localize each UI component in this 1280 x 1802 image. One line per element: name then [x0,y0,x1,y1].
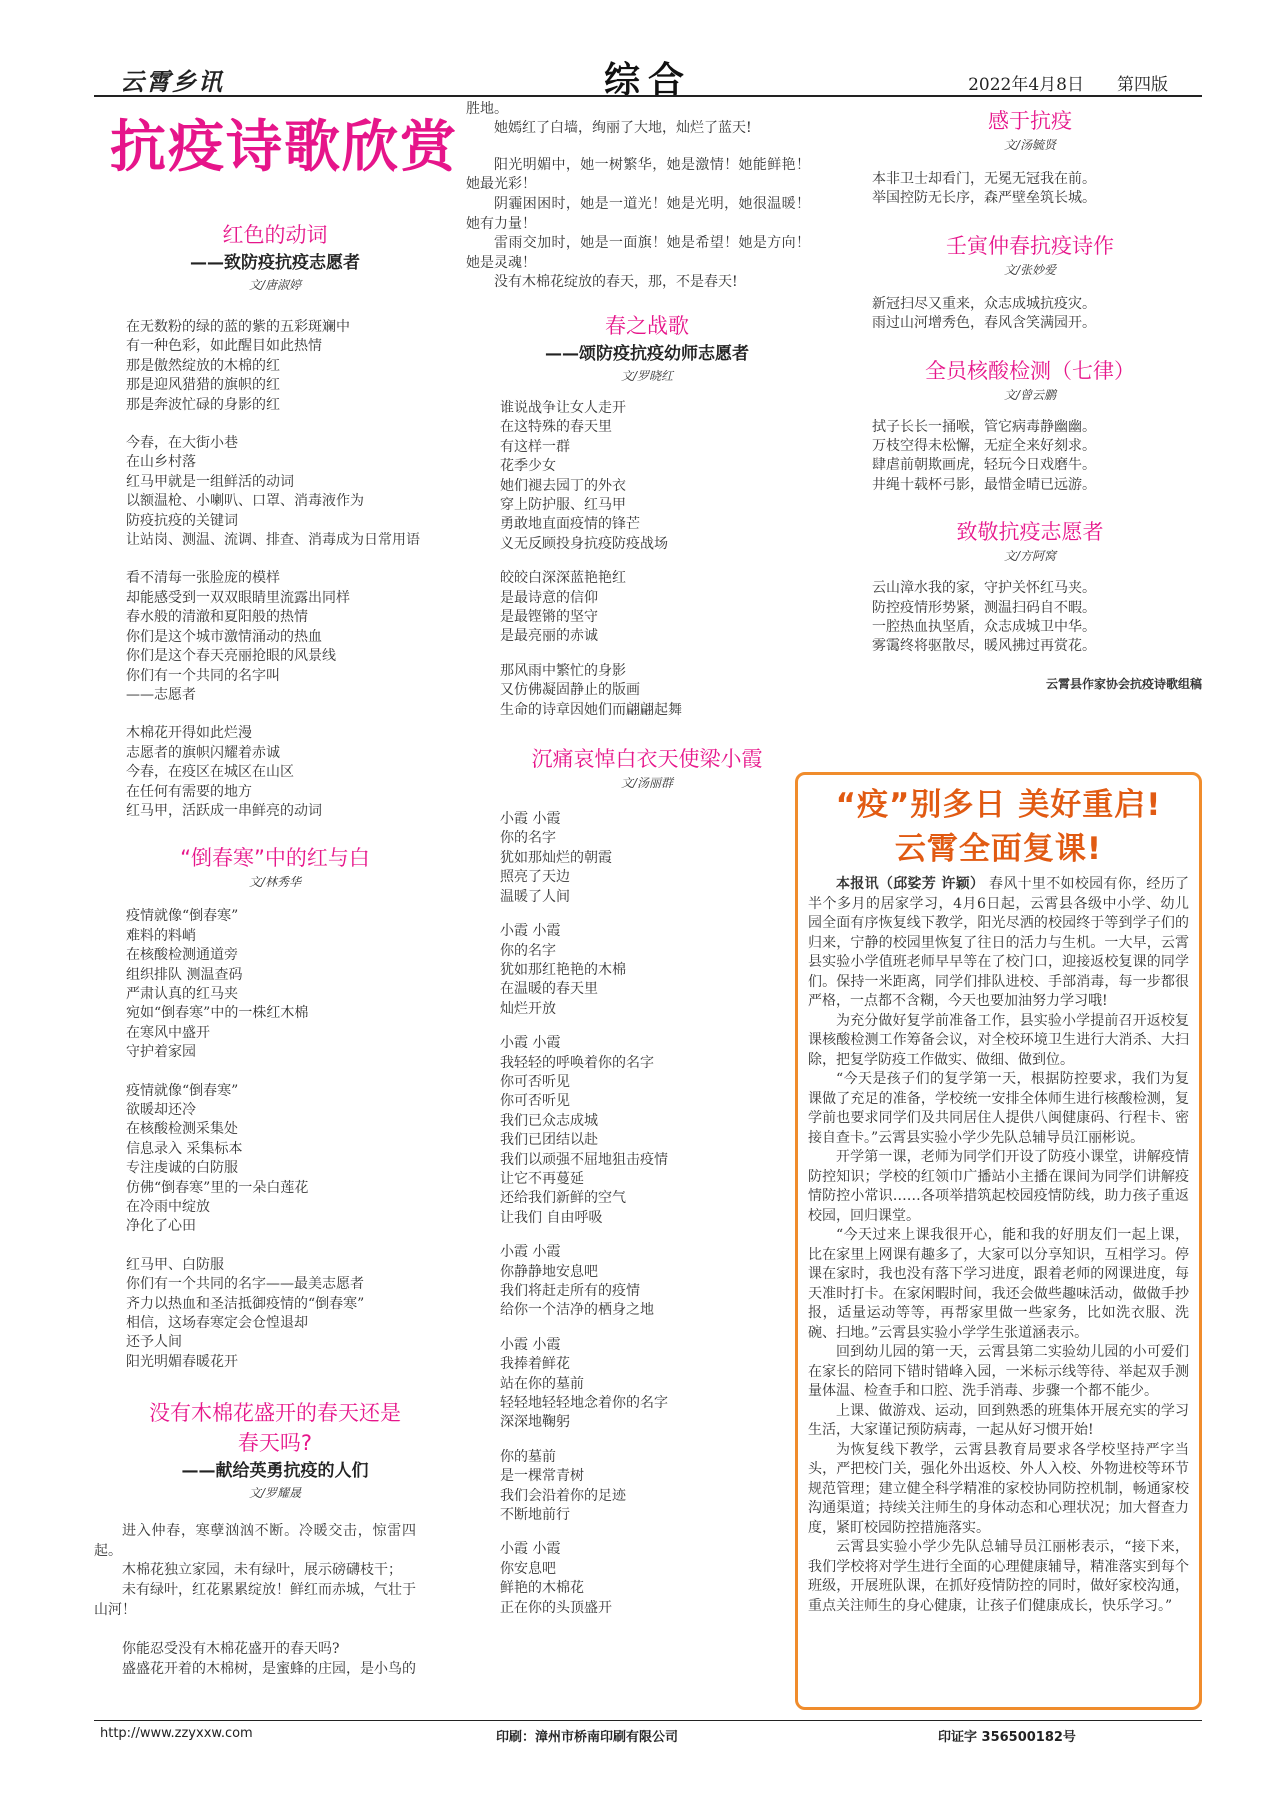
poem-title-line-2: 春天吗? [237,1431,313,1456]
masthead [94,58,1202,100]
poem-line: 志愿者的旗帜闪耀着赤诚 [126,744,280,761]
poem-line: 红马甲、白防服 [126,1256,224,1273]
paper-name: 云霄乡讯 [120,67,224,96]
poem-title: 春之战歌 [605,313,689,338]
poem-line: 拭子长长一捅喉，管它病毒静幽幽。 [872,418,1096,435]
poem-line: 难料的料峭 [126,927,196,944]
paragraph: 阴霾困困时，她是一道光！她是光明，她很温暖！她有力量！ [466,196,810,232]
poem-title: 壬寅仲春抗疫诗作 [946,233,1114,258]
poem-line: 小霞 小霞 [500,1336,561,1353]
news-body [808,875,1189,1616]
poem-line: 我们将赶走所有的疫情 [500,1283,640,1299]
poem-body [94,907,456,1372]
poem-body [94,318,456,821]
poem-line: 严肃认真的红马夹 [126,985,238,1002]
poem-line: 谁说战争让女人走开 [500,399,626,416]
poem-line: 防控疫情形势紧，测温扫码自不暇。 [872,599,1096,616]
poem-line: 今春，在大街小巷 [126,435,238,452]
poem-line: 齐力以热血和圣洁抵御疫情的“倒春寒” [126,1295,365,1312]
poem-continuation [466,100,828,293]
paragraph: 盛盛花开着的木棉树，是蜜蜂的庄园，是小鸟的 [122,1660,416,1677]
poem-line: 你安息吧 [500,1560,556,1577]
news-paragraph: 为恢复线下教学，云霄县教育局要求各学校坚持严字当头，严把校门关，强化外出返校、外人入校、外物进校等环节规范管理；建立健全科学精准的家校协同防控机制，畅通家校沟通渠道；持续关注师生的身体动态和心理状况；加大督查力度，紧盯校园防控措施落实。 [808,1441,1189,1536]
issue-date: 2022年4月8日 [968,75,1084,95]
poem-line: 却能感受到一双双眼睛里流露出同样 [126,589,350,606]
poem-line: 小霞 小霞 [500,1541,561,1558]
poem-line: 小霞 小霞 [500,1035,561,1052]
poem-line: 在任何有需要的地方 [126,783,252,800]
poem-line: 雨过山河增秀色，春风含笑满园开。 [872,315,1096,332]
poem-line: 我们已团结以赴 [500,1132,598,1149]
paragraph: 木棉花独立家园，未有绿叶，展示磅礴枝干； [122,1562,402,1579]
poem-body [94,1522,456,1679]
poem-line: 有一种色彩，如此醒目如此热情 [126,338,322,355]
poem-line: 是最铿锵的坚守 [500,609,598,626]
printer-info: 印刷：漳州市桥南印刷有限公司 [496,1730,679,1745]
poem-line: 深深地鞠躬 [500,1414,570,1431]
poem-author: 文/汤丽群 [620,776,674,791]
poem-line: 还给我们新鲜的空气 [500,1190,626,1207]
poem-line: 义无反顾投身抗疫防疫战场 [500,535,668,552]
poem-line: 皎皎白深深蓝艳艳红 [500,570,626,587]
poem-line: 小霞 小霞 [500,923,561,940]
poem-line: 木棉花开得如此烂漫 [126,725,252,742]
poem-line: 有这样一群 [500,438,570,455]
poem-title: 全员核酸检测（七律） [925,358,1135,383]
poem-line: 花季少女 [500,458,556,475]
poem-line: 小霞 小霞 [500,1244,561,1261]
paragraph: 雷雨交加时，她是一面旗！她是希望！她是方向！她是灵魂！ [466,235,810,271]
poem-line: 组织排队 测温查码 [126,966,243,983]
poem-body [858,418,1202,496]
poem-line: 以额温枪、小喇叭、口罩、消毒液作为 [126,493,364,510]
poem-line: 那是傲然绽放的木棉的红 [126,357,280,374]
news-lead: 本报讯（邱娑芳 许颖） [836,876,985,892]
poem-line: 生命的诗章因她们而翩翩起舞 [500,701,682,718]
poem-line: 我们会沿着你的足迹 [500,1487,626,1504]
poem-line: 疫情就像“倒春寒” [126,1082,239,1099]
poem-line: 云山漳水我的家，守护关怀红马夹。 [872,580,1096,597]
poem-line: 犹如那灿烂的朝霞 [500,849,612,866]
poem-stanza [126,318,456,415]
poem-line: 你可否听见 [500,1073,570,1090]
poem-line: 轻轻地轻轻地念着你的名字 [500,1395,668,1412]
poem-line: 专注虔诚的白防服 [126,1160,238,1177]
poem-author: 文/汤毓贤 [1003,138,1057,152]
page-number: 第四版 [1117,75,1168,95]
poem-line: 小霞 小霞 [500,811,561,828]
poem-stanza [500,399,828,554]
poem-line: 我们已众志成城 [500,1112,598,1129]
poem-line: 她们褪去园丁的外衣 [500,477,626,494]
poem-stanza [500,1448,828,1526]
poem-feelings-on-epidemic [858,106,1202,209]
news-paragraph: “今天是孩子们的复学第一天，根据防控要求，我们为复课做了充足的准备，学校统一安排全体师生进行核酸检测，复学前也要求同学们及共同居住人提供八闽健康码、行程卡、密接自查卡。”云霄县实验小学少先队总辅导员江丽彬说。 [808,1071,1189,1146]
column-1 [94,108,456,1679]
poem-line: 春水般的清澈和夏阳般的热情 [126,609,308,626]
poem-line: 在温暖的春天里 [500,981,598,998]
poem-body [466,810,828,1618]
poem-author: 文/唐淑婷 [248,278,302,292]
poem-line: 你静静地安息吧 [500,1263,598,1280]
website-url[interactable]: http://www.zzyxxw.com [100,1726,253,1741]
poem-line: 宛如“倒春寒”中的一株红木棉 [126,1005,309,1022]
poem-subtitle: ——致防疫抗疫志愿者 [190,253,360,273]
poem-spring-battle-song [466,311,828,720]
poem-stanza [500,1336,828,1433]
paragraph: 阳光明媚中，她一树繁华，她是激情！她能鲜艳！她最光彩！ [466,156,810,193]
poem-line: 我捧着鲜花 [500,1356,570,1373]
paragraph: 你能忍受没有木棉花盛开的春天吗? [122,1641,340,1658]
poem-line: 让站岗、测温、流调、排查、消毒成为日常用语 [126,532,420,549]
poem-line: 你的名字 [500,830,556,847]
poem-mass-testing [858,356,1202,496]
poem-red-and-white [94,843,456,1372]
contribution-credit: 云霄县作家协会抗疫诗歌组稿 [1045,676,1202,691]
poem-line: 雾霭终将驱散尽，暖风拂过再赏花。 [872,638,1096,655]
license-number: 印证字 356500182号 [938,1730,1076,1745]
poem-stanza [500,810,828,907]
poem-line: 欲暖却还冷 [126,1102,196,1118]
poem-title-line-1: 没有木棉花盛开的春天还是 [149,1401,401,1426]
poem-stanza [500,1034,828,1228]
poem-line: 在寒风中盛开 [126,1024,210,1041]
poem-line: 你的名字 [500,942,556,959]
poem-line: 今春，在疫区在城区在山区 [126,764,294,781]
column-2 [466,100,828,1618]
poem-line: 在冷雨中绽放 [126,1199,210,1216]
poem-mourning-liang-xiaoxia [466,744,828,1618]
poem-line: 防疫抗疫的关键词 [126,512,238,529]
poem-line: 万枝空得未松懈，无症全来好刻求。 [872,438,1096,455]
poem-line: 红马甲，活跃成一串鲜亮的动词 [126,802,322,819]
poem-line: 那风雨中繁忙的身影 [500,662,626,679]
poem-line: 我轻轻的呼唤着你的名字 [500,1054,654,1071]
poem-body [858,295,1202,334]
poem-line: 是最诗意的信仰 [500,589,598,606]
poem-line: 红马甲就是一组鲜活的动词 [126,473,294,490]
poem-line: 你们有一个共同的名字叫 [126,667,280,684]
poem-line: 肆虐前朝欺画虎，轻玩今日戏磨牛。 [872,457,1096,474]
poem-line: 一腔热血执坚盾，众志成城卫中华。 [872,619,1096,636]
news-title-line-2: 云霄全面复课! [894,831,1103,867]
poem-line: 给你一个洁净的栖身之地 [500,1302,654,1319]
poem-title: 感于抗疫 [988,109,1072,133]
poem-title: 致敬抗疫志愿者 [956,520,1104,545]
paragraph: 没有木棉花绽放的春天，那，不是春天! [494,274,738,291]
poem-body [858,579,1202,657]
poem-line: 让我们 自由呼吸 [500,1209,603,1226]
poem-subtitle: ——颂防疫抗疫幼师志愿者 [545,343,749,364]
poem-line: 温暖了人间 [500,888,570,905]
poem-author: 文/张妙爱 [1003,262,1057,277]
poem-line: 你可否听见 [500,1093,570,1110]
poem-salute-volunteers [858,517,1202,657]
news-text: 春风十里不如校园有你，经历了半个多月的居家学习，4月6日起，云霄县各级中小学、幼儿园全面有序恢复线下教学，阳光尽洒的校园终于等到学子们的归来，宁静的校园里恢复了往日的活力与生机。一大早，云霄县实验小学值班老师早早等在了校门口，迎接返校复课的同学们。保持一米距离，同学们排队进校、手部消毒，每一步都很严格，一点都不含糊，今天也要加油努力学习哦! [808,876,1189,1009]
poem-stanza [126,569,456,705]
poem-author: 文/林秀华 [248,875,302,890]
poem-line: 照亮了天边 [500,869,570,886]
section-title: 综合 [603,59,692,101]
poem-stanza [126,1082,456,1237]
poem-author: 文/罗晓红 [620,368,674,383]
poem-line: 在无数粉的绿的蓝的紫的五彩斑斓中 [126,319,350,335]
poem-stanza [126,724,456,821]
poem-line: 净化了心田 [126,1218,196,1235]
poem-line: 犹如那红艳艳的木棉 [500,961,626,978]
poem-line: 在核酸检测采集处 [126,1121,238,1138]
poem-line: 又仿佛凝固静止的版画 [500,682,640,699]
top-rule [94,95,1202,97]
poem-stanza [500,922,828,1019]
poem-line: 你们是这个春天亮丽抢眼的风景线 [126,648,336,665]
poem-line: 是一棵常青树 [500,1468,584,1485]
poem-body [858,170,1202,209]
poem-renyin-spring [858,231,1202,334]
poem-line: 阳光明媚春暖花开 [126,1353,238,1370]
poem-line: 在这特殊的春天里 [500,419,612,436]
poem-line: 正在你的头顶盛开 [500,1599,612,1616]
poem-line: 勇敢地直面疫情的锋芒 [500,516,640,533]
poem-line: ——志愿者 [126,686,196,703]
poem-line: 本非卫士却看门，无冕无冠我在前。 [872,171,1096,187]
news-paragraph: 开学第一课，老师为同学们开设了防疫小课堂，讲解疫情防控知识；学校的红领巾广播站小主播在课间为同学们讲解疫情防控小常识……各项举措筑起校园疫情防线，助力孩子重返校园，回归课堂。 [808,1149,1189,1224]
news-paragraph [808,875,1189,1012]
poem-line: 让它不再蔓延 [500,1170,584,1187]
poem-line: 信息录入 采集标本 [126,1140,243,1157]
poem-body [466,399,828,720]
poem-title: 沉痛哀悼白衣天使梁小霞 [531,747,763,772]
poem-stanza [126,434,456,550]
page-headline: 抗疫诗歌欣赏 [110,115,458,180]
news-paragraph: 上课、做游戏、运动，回到熟悉的班集体开展充实的学习生活，大家谨记预防病毒，一起从好习惯开始! [808,1402,1189,1438]
poem-stanza [126,907,456,1062]
poem-line: 她嫣红了白墙，绚丽了大地，灿烂了蓝天! [494,120,752,137]
news-paragraph: 回到幼儿园的第一天，云霄县第二实验幼儿园的小可爱们在家长的陪同下错时错峰入园，一米标示线等待、举起双手测量体温、检查手和口腔、洗手消毒、步骤一个都不能少。 [808,1344,1189,1399]
poem-subtitle: ——献给英勇抗疫的人们 [181,1461,369,1482]
poem-line: 在核酸检测通道旁 [126,947,238,964]
poem-line: 看不清每一张脸庞的模样 [126,570,280,587]
poem-line: 穿上防护服、红马甲 [500,497,626,513]
poem-line: 在山乡村落 [126,454,196,471]
poem-line: 守护着家园 [126,1044,196,1061]
poem-line: 鲜艳的木棉花 [500,1580,584,1597]
poem-author: 文/方阿窝 [1003,549,1057,564]
poem-line: 举国控防无长序，森严壁垒筑长城。 [872,190,1096,207]
poem-line: 还予人间 [126,1334,182,1351]
poem-line: 相信，这场春寒定会仓惶退却 [126,1315,308,1332]
poem-line: 仿佛“倒春寒”里的一朵白莲花 [126,1179,309,1196]
news-paragraph: 为充分做好复学前准备工作，县实验小学提前召开返校复课核酸检测工作筹备会议，对全校环境卫生进行大消杀、大扫除，把复学防疫工作做实、做细、做到位。 [808,1012,1189,1068]
poem-line: 胜地。 [466,101,508,117]
poem-kapok-spring [94,1398,456,1679]
news-title-line-1: “疫”别多日 美好重启! [835,787,1162,823]
poem-line: 你的墓前 [500,1448,556,1465]
poem-stanza [500,662,828,720]
poem-title: 红色的动词 [222,223,328,247]
poem-stanza [500,1540,828,1618]
poem-line: 新冠扫尽又重来，众志成城抗疫灾。 [872,295,1096,312]
poem-line: 那是奔波忙碌的身影的红 [126,396,280,413]
poem-line: 井绳十载杯弓影，最惜金晴已远游。 [872,476,1096,493]
news-paragraph: “今天过来上课我很开心，能和我的好朋友们一起上课，比在家里上网课有趣多了，大家可以分享知识，互相学习。停课在家时，我也没有落下学习进度，跟着老师的网课进度，每天准时打卡。在家闲暇时间，我还会做些趣味活动，做做手抄报，适量运动等等，再帮家里做一些家务，比如洗衣服、洗碗、扫地。”云霄县实验小学学生张道涵表示。 [808,1227,1189,1341]
poem-line: 疫情就像“倒春寒” [126,908,239,925]
poem-line: 你们是这个城市激情涌动的热血 [126,628,322,645]
poem-line: 你们有一个共同的名字——最美志愿者 [126,1276,364,1293]
poem-red-verb [94,220,456,821]
poem-author: 文/曾云鹏 [1003,387,1057,402]
poem-line: 那是迎风猎猎的旗帜的红 [126,377,280,394]
poem-line: 不断地前行 [500,1507,570,1524]
poem-line: 灿烂开放 [500,1000,556,1017]
poem-line: 是最亮丽的赤诚 [500,628,598,645]
paragraph: 未有绿叶，红花累累绽放！鲜红而赤城，气壮于山河！ [94,1582,416,1618]
poem-stanza [500,569,828,647]
news-paragraph: 云霄县实验小学少先队总辅导员江丽彬表示，“接下来，我们学校将对学生进行全面的心理健康辅导，精准落实到每个班级，开展班队课，在抓好疫情防控的同时，做好家校沟通，重点关注师生的身心健康，让孩子们健康成长，快乐学习。” [808,1539,1189,1614]
column-3 [858,106,1202,692]
poem-stanza [500,1243,828,1321]
poem-title: “倒春寒”中的红与白 [180,846,370,871]
bottom-rule [94,1720,1202,1721]
poem-line: 站在你的墓前 [500,1375,584,1392]
news-article-box [795,772,1202,1710]
poem-line: 我们以顽强不屈地狙击疫情 [500,1151,668,1168]
paragraph: 进入仲春，寒孽汹汹不断。冷暖交击，惊雷四起。 [94,1523,416,1559]
poem-author: 文/罗耀晟 [248,1486,302,1501]
poem-stanza [126,1256,456,1372]
